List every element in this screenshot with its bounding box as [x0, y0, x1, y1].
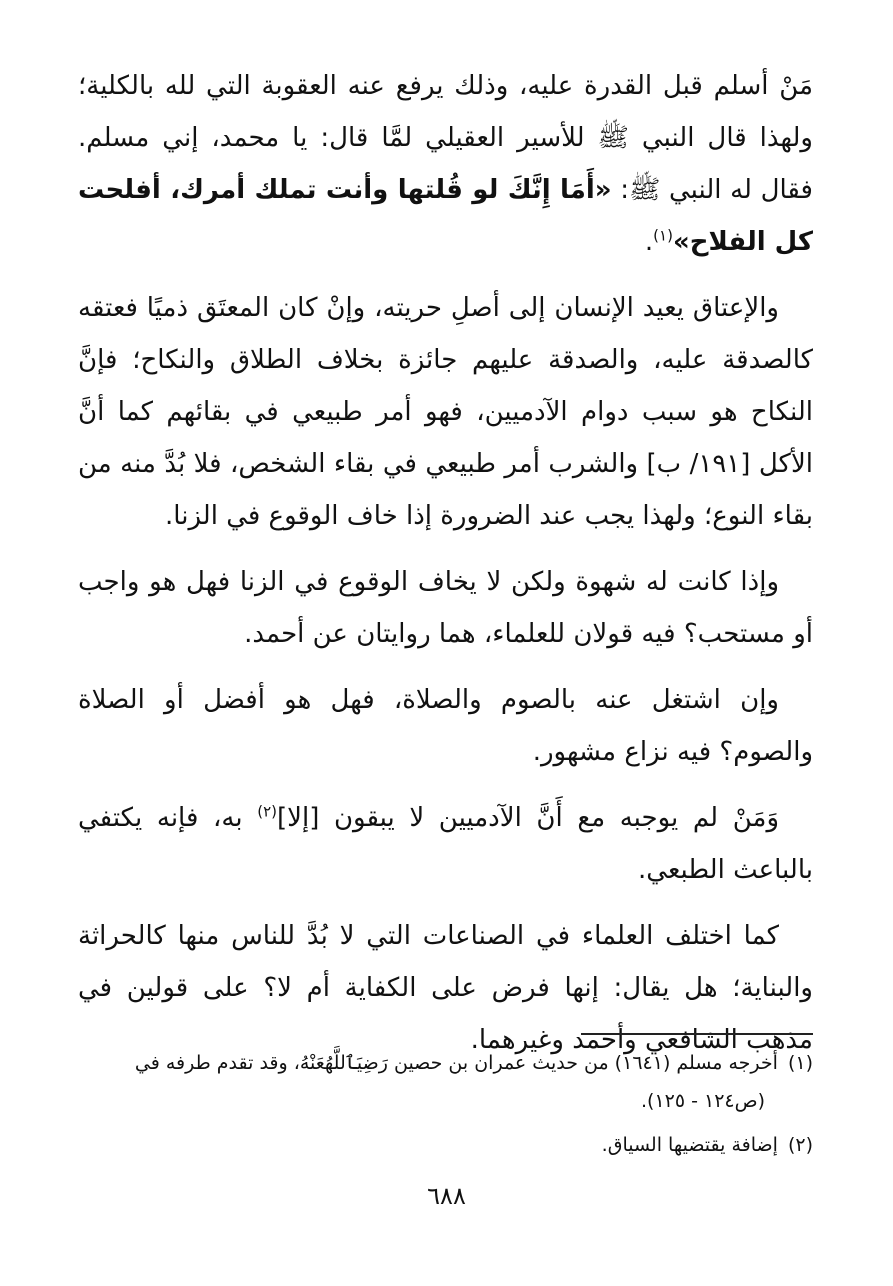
paragraph-5-before: وَمَنْ لم يوجبه مع أَنَّ الآدميين لا يبقون [إلا]: [277, 803, 779, 833]
footnote-divider: [581, 1033, 813, 1035]
footnote-ref-1[interactable]: (١): [653, 226, 673, 245]
footnotes-section: [78, 1044, 813, 1170]
paragraph-1-end: .: [644, 227, 654, 257]
page-number: ٦٨٨: [427, 1182, 466, 1210]
page-body: [78, 60, 813, 1080]
paragraph-2: والإعتاق يعيد الإنسان إلى أصلِ حريته، وإنْ كان المعتَق ذميًا فعتقه كالصدقة عليه، والصدقة عليهم جائزة بخلاف الطلاق والنكاح؛ فإنَّ النكاح هو سبب دوام الآدميين، فهو أمر طبيعي في بقائهم كما أنَّ الأكل [١٩١/ ب] والشرب أمر طبيعي في بقاء الشخص، فلا بُدَّ منه من بقاء النوع؛ ولهذا يجب عند الضرورة إذا خاف الوقوع في الزنا.: [78, 293, 813, 531]
footnote-1: [78, 1044, 813, 1120]
paragraph-5-after: به، فإنه يكتفي بالباعث الطبعي.: [78, 803, 813, 885]
paragraph-1-text: مَنْ أسلم قبل القدرة عليه، وذلك يرفع عنه العقوبة التي لله بالكلية؛ ولهذا قال النبي ﷺ للأسير العقيلي لمَّا قال: يا محمد، إني مسلم. فقال له النبي ﷺ:: [78, 71, 813, 205]
footnote-1-number: (١): [787, 1052, 813, 1074]
footnote-2-text: إضافة يقتضيها السياق.: [601, 1134, 778, 1156]
hadith-quote: «أَمَا إِنَّكَ لو قُلتها وأنت تملك أمرك، أفلحت كل الفلاح»: [78, 175, 813, 257]
footnote-2-number: (٢): [787, 1134, 813, 1156]
paragraph-5: [78, 792, 813, 896]
footnote-1-continuation: (ص١٢٤ - ١٢٥).: [640, 1090, 765, 1112]
paragraph-3: وإذا كانت له شهوة ولكن لا يخاف الوقوع في الزنا فهل هو واجب أو مستحب؟ فيه قولان للعلماء، هما روايتان عن أحمد.: [78, 567, 813, 649]
footnote-1-text: أخرجه مسلم (١٦٤١) من حديث عمران بن حصين رَضِيَٱللَّهُعَنْهُ، وقد تقدم طرفه في: [134, 1052, 778, 1074]
paragraph-1: [78, 60, 813, 268]
footnote-2: [78, 1126, 813, 1164]
paragraph-6: كما اختلف العلماء في الصناعات التي لا بُدَّ للناس منها كالحراثة والبناية؛ هل يقال: إنها فرض على الكفاية أم لا؟ على قولين في مذهب الشافعي وأحمد وغيرهما.: [78, 921, 813, 1055]
paragraph-4: وإن اشتغل عنه بالصوم والصلاة، فهل هو أفضل أو الصلاة والصوم؟ فيه نزاع مشهور.: [78, 685, 813, 767]
footnote-ref-2[interactable]: (٢): [257, 802, 277, 821]
